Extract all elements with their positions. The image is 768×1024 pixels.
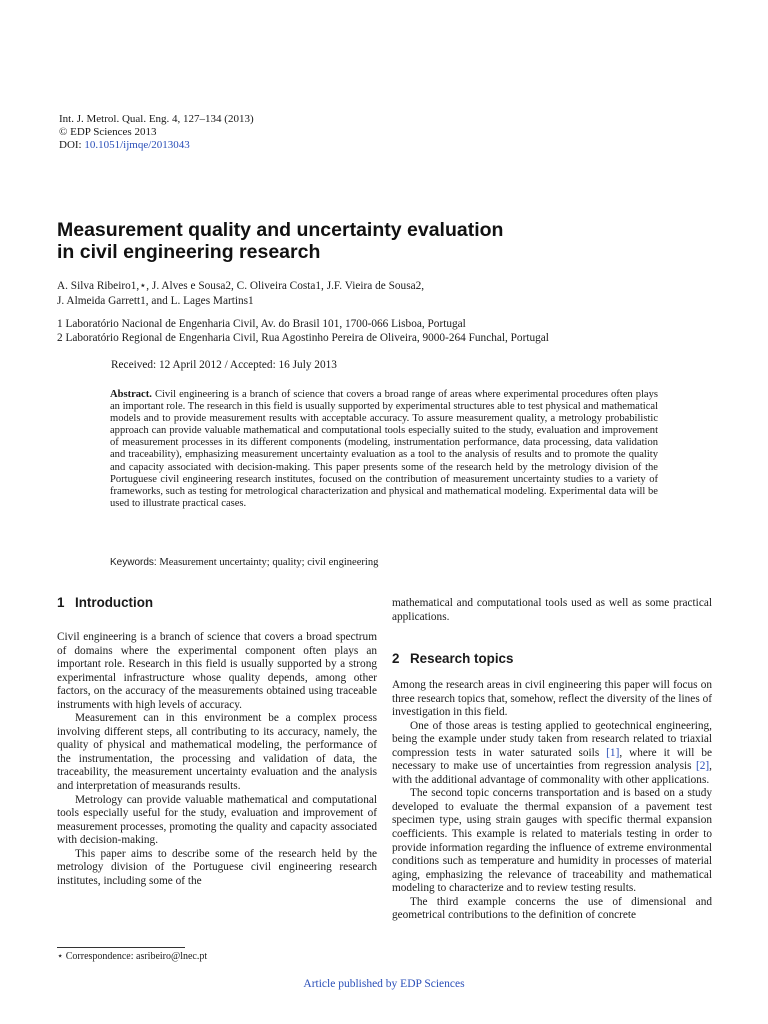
topics-paragraph-3: The second topic concerns transportation and is based on a study developed to evaluate the thermal expansion of a pavement test specimen type, using strain gauges with specific thermal expansion coefficients. This example is related to materials testing in order to provide information regarding the influence of extreme environmental conditions such as temperature and humidity in processes of material aging, emphasizing the relevance of traceability and mathematical modeling to characterize and to review testing results.	[392, 787, 712, 895]
section-1-title: Introduction	[75, 595, 154, 610]
author-list	[57, 279, 617, 309]
topics-p2-part-1: One of those areas is testing applied to geotechnical engineering, being the example under study taken from research related to triaxial compression tests in water saturated soils	[392, 719, 712, 759]
abstract	[110, 389, 658, 510]
journal-citation: Int. J. Metrol. Qual. Eng. 4, 127–134 (2013)	[59, 113, 254, 125]
topics-paragraph-4: The third example concerns the use of dimensional and geometrical contributions to the definition of concrete	[392, 895, 712, 922]
intro-paragraph-4: This paper aims to describe some of the research held by the metrology division of the Portuguese civil engineering research institutes, including some of the	[57, 847, 377, 887]
intro-continuation: mathematical and computational tools used as well as some practical applications.	[392, 597, 712, 623]
intro-paragraph-2: Measurement can in this environment be a complex process involving different steps, all contributing to its accuracy, namely, the quality of physical and mathematical modeling, the performance of the instrumentation, the processing and validation of data, the traceability, the measurement uncertainty evaluation and the analysis and interpretation of measurands results.	[57, 712, 377, 793]
topics-paragraph-2	[392, 720, 712, 788]
topics-p2-part-2: , where it will be necessary to make use of uncertainties from regression analysis	[392, 746, 713, 773]
copyright: © EDP Sciences 2013	[59, 126, 157, 138]
affiliations	[57, 317, 707, 345]
doi-label: DOI:	[59, 139, 85, 151]
journal-info	[59, 113, 254, 152]
section-2-body	[392, 679, 712, 923]
section-2-heading	[392, 651, 513, 666]
correspondence-footnote: ⋆ Correspondence: asribeiro@lnec.pt	[57, 951, 208, 962]
title-line-2: in civil engineering research	[57, 241, 321, 263]
keywords-text: Measurement uncertainty; quality; civil engineering	[159, 557, 379, 568]
footnote-divider	[57, 947, 185, 948]
citation-2-link[interactable]: [2]	[695, 760, 710, 773]
section-1-heading	[57, 595, 153, 610]
section-1-body	[57, 631, 377, 888]
intro-paragraph-3: Metrology can provide valuable mathematical and computational tools especially useful for the study, evaluation and improvement of measurement processes, promoting the quality and capacity associated with decision-making.	[57, 793, 377, 847]
affiliation-1: 1 Laboratório Nacional de Engenharia Civil, Av. do Brasil 101, 1700-066 Lisboa, Portugal	[57, 318, 466, 330]
affiliation-2: 2 Laboratório Regional de Engenharia Civil, Rua Agostinho Pereira de Oliveira, 9000-264 Funchal, Portugal	[57, 332, 549, 344]
doi-link[interactable]: 10.1051/ijmqe/2013043	[84, 139, 190, 151]
doi-line	[59, 139, 254, 152]
keywords	[110, 557, 658, 568]
intro-paragraph-1: Civil engineering is a branch of science that covers a broad spectrum of domains where the experimental component often plays an important role. Research in this field is usually supported by a strong experimental infrastructure whose quality depends, among other factors, on the accuracy of the measurements obtained using traceable instruments with high levels of accuracy.	[57, 631, 377, 711]
publisher-link[interactable]: Article published by EDP Sciences	[303, 978, 465, 990]
topics-p2-part-3: , with the additional advantage of commonality with other applications.	[392, 760, 712, 786]
keywords-label: Keywords:	[110, 557, 157, 568]
abstract-text: Civil engineering is a branch of science that covers a broad range of areas where experimental procedures often plays an important role. The research in this field is usually supported by experimental structures able to test physical and mathematical models and to provide measurement results with acceptable accuracy. To assure measurement quality, a metrology probabilistic approach can provide valuable mathematical and computational tools especially suited to the study, evaluation and improvement of measurement processes in its different components (modeling, instrumentation performance, data processing, data validation and traceability), emphasizing measurement uncertainty evaluation as a tool to the analysis of results and to promote the quality and capacity associated with decision-making. This paper presents some of the research held by the metrology division of the Portuguese civil engineering research institutes, focused on the contribution of measurement uncertainty studies to a variety of frameworks, such as testing for metrological characterization and physical and mathematical modeling. Experimental data will be used to illustrate practical cases.	[110, 389, 658, 509]
abstract-label: Abstract.	[110, 389, 152, 400]
right-column-continuation	[392, 597, 712, 624]
topics-paragraph-1: Among the research areas in civil engineering this paper will focus on three research topics that, somehow, reflect the diversity of the lines of investigation in this field.	[392, 679, 712, 719]
title-line-1: Measurement quality and uncertainty evaluation	[57, 219, 504, 241]
received-dates: Received: 12 April 2012 / Accepted: 16 July 2013	[111, 359, 337, 371]
section-2-number: 2	[392, 651, 400, 666]
section-2-title: Research topics	[410, 651, 514, 666]
citation-1-link[interactable]: [1]	[606, 746, 620, 759]
authors-line-1: A. Silva Ribeiro1,⋆, J. Alves e Sousa2, C. Oliveira Costa1, J.F. Vieira de Sousa2,	[57, 280, 425, 292]
authors-line-2: J. Almeida Garrett1, and L. Lages Martins1	[57, 295, 254, 307]
section-1-number: 1	[57, 595, 65, 610]
paper-title	[57, 219, 657, 263]
